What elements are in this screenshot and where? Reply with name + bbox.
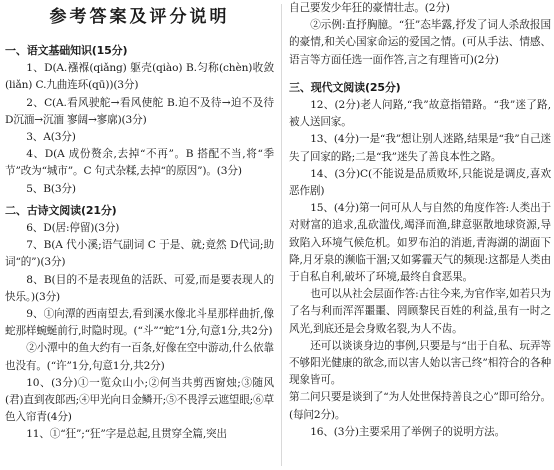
- answer-item: 2、C(A.看风驶舵→看风使舵 B.迫不及待→迫不及待 D沉湎→沉湎 寥阔→寥廓)(3分): [5, 96, 274, 126]
- answer-item: 4、D(A 成份赘余,去掉“不再”。B 搭配不当,将“季节”改为“城市”。C 句式杂糅,去掉“的原因”)。(3分): [5, 148, 274, 178]
- answer-item: 6、D(居:停留)(3分): [26, 222, 120, 235]
- left-column: [5, 0, 274, 444]
- right-column-content: [289, 0, 551, 441]
- answer-item: 13、(4分)一是“我”想让别人迷路,结果是“我”自己迷失了回家的路;二是“我”迷失了善良本性之路。: [289, 133, 551, 163]
- section-heading: 一、语文基础知识(15分): [5, 44, 128, 57]
- column-divider: [281, 4, 282, 466]
- right-column: [289, 0, 551, 441]
- section-heading: 二、古诗文阅读(21分): [5, 203, 117, 217]
- answer-item: 14、(3分)C(不能说是品质败坏,只能说是调皮,喜欢恶作剧): [289, 167, 551, 198]
- answer-item: 16、(3分)主要采用了举例子的说明方法。: [310, 425, 506, 438]
- answer-item: 5、B(3分): [26, 182, 76, 195]
- answer-item: 还可以谈谈身边的事例,只要是与“出于自私、玩弄等不够阳光健康的欲念,而以害人始以害己终”相符合的各种现象皆可。: [289, 339, 551, 387]
- answer-item: 12、(2分)老人问路,“我”故意指错路。“我”迷了路,被人送回家。: [289, 99, 551, 129]
- answer-item: 7、B(A 代小溪;语气副词 C 于是、就;竟然 D代词;助词“的”)(3分): [5, 239, 274, 269]
- section-heading: 三、现代文阅读(25分): [289, 80, 401, 94]
- answer-item: 15、(4分)第一问可从人与自然的角度作答:人类出于对财富的追求,乱砍滥伐,竭泽而渔,肆意驱散地球资源,导致陷入环境气候危机。如罗布泊的消逝,青海湖的湖面下降,月牙泉的濒临干涸;又如雾霾天气的频现:这都是人类由于自私自利,破坏了环境,最终自食恶果。: [289, 202, 551, 284]
- left-column-content: [5, 42, 274, 444]
- answer-item: ②小潭中的鱼大约有一百条,好像在空中游动,什么依靠也没有。(“许”1分,句意1分,共2分): [5, 342, 274, 372]
- answer-text-continued: 第二问只要是谈到了“为人处世保持善良之心”即可给分。(每问2分)。: [289, 391, 551, 421]
- answer-item: 1、D(A.襁褓(qiǎng) 躯壳(qiào) B.匀称(chèn)收敛(liǎn) C.九曲连环(qū))(3分): [5, 62, 274, 92]
- answer-text-continued: 自己要发少年狂的豪情壮志。(2分): [289, 2, 450, 14]
- answer-item: 也可以从社会层面作答:古往今来,为官作宰,如若只为了名与利而浑浑噩噩、罔顾黎民百姓的利益,虽有一时之风光,到底还是会身败名裂,为人不齿。: [289, 288, 551, 335]
- answer-item: 9、①向潭的西南望去,看到溪水像北斗星那样曲折,像蛇那样蜿蜒前行,时隐时现。(“斗”“蛇”1分,句意1分,共2分): [5, 308, 274, 338]
- answer-item: 10、(3分)①一览众山小;②何当共剪西窗烛;③随风(君)直到夜郎西;④甲光向日金鳞开;⑤不畏浮云遮望眼;⑥草色入帘青(4分): [5, 376, 274, 424]
- page-title: 参考答案及评分说明: [49, 7, 230, 27]
- answer-item: 3、A(3分): [26, 131, 76, 144]
- answer-item: 8、B(目的不是表现鱼的活跃、可爱,而是要表现人的快乐。)(3分): [5, 273, 274, 303]
- answer-item: 11、①“狂”;“狂”字是总起,且贯穿全篇,突出: [26, 428, 227, 441]
- answer-item: ②示例:直抒胸臆。“狂”态毕露,抒发了词人杀敌报国的豪情,和关心国家命运的爱国之情。(可从手法、情感、语言等方面任选一面作答,言之有理皆可)(2分): [289, 19, 551, 66]
